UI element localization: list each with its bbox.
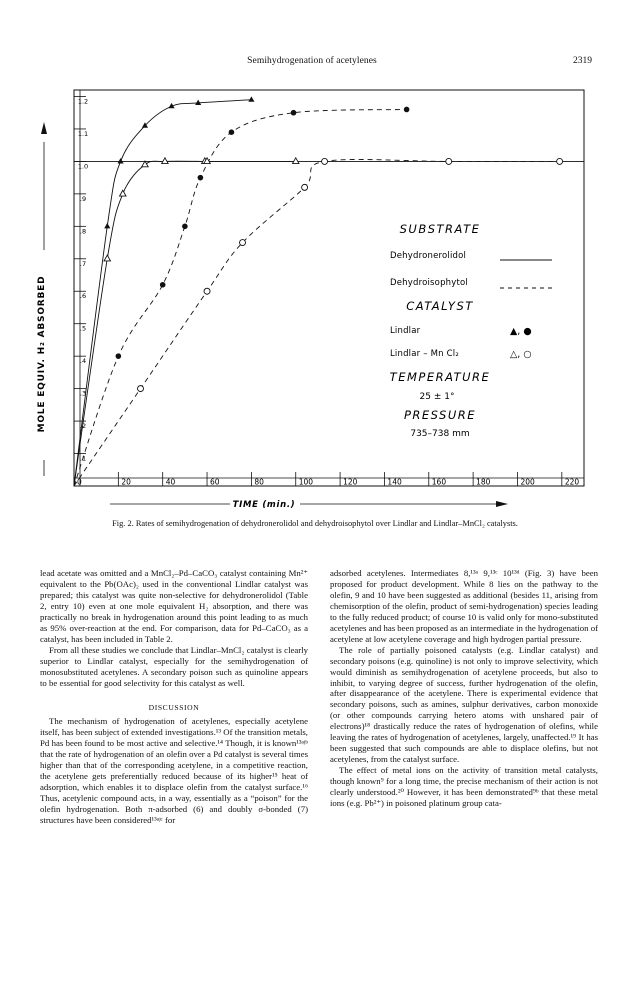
y-axis-label: MOLE EQUIV. H₂ ABSORBED [37, 275, 47, 433]
legend-temperature-heading: TEMPERATURE [389, 370, 491, 384]
legend-pressure-value: 735–738 mm [410, 429, 470, 439]
plot-axes [74, 90, 584, 487]
legend-catalyst-heading: CATALYST [406, 299, 474, 313]
x-tick-label: 40 [165, 477, 176, 487]
plot-curves [74, 100, 560, 486]
legend-substrate-2: Dehydroisophytol [390, 278, 468, 288]
y-tick-label: .7 [79, 259, 87, 268]
x-tick-label: 100 [298, 477, 314, 487]
x-tick-label: 220 [564, 477, 580, 487]
x-tick-label: 80 [254, 477, 264, 487]
data-point-triangle-open [104, 255, 110, 261]
x-tick-label: 160 [431, 477, 447, 487]
x-tick-label: 200 [520, 477, 535, 487]
data-point-circle-filled [116, 353, 122, 359]
data-point-circle-filled [182, 224, 188, 230]
data-point-triangle-filled [118, 158, 124, 163]
data-point-triangle-filled [248, 96, 254, 101]
y-tick-label: .4 [79, 357, 87, 366]
plot-markers [104, 96, 563, 391]
data-point-circle-open [557, 158, 563, 164]
legend-substrate-heading: SUBSTRATE [399, 222, 481, 236]
x-tick-label: 120 [343, 477, 358, 487]
figure-rates-plot [30, 78, 600, 513]
left-column [40, 568, 308, 826]
data-point-triangle-open [162, 158, 168, 164]
x-axis-label: TIME (min.) [232, 500, 296, 510]
right-column [330, 568, 598, 809]
data-point-triangle-filled [104, 223, 110, 228]
plot-frame [74, 90, 584, 486]
data-point-circle-open [138, 386, 144, 392]
data-point-circle-open [204, 288, 210, 294]
x-tick-label: 180 [476, 477, 491, 487]
body-paragraph: The effect of metal ions on the activity of transition metal catalysts, though known⁹ for a long time, the precise mechanism of their action is not clearly understood.²⁰ However, it has been demonstrated⁹ᵇ that these metal ions (e.g. Pb²⁺) in poisoned platinum group cata- [330, 765, 598, 809]
data-point-circle-filled [198, 175, 204, 181]
legend-pressure-heading: PRESSURE [403, 408, 477, 422]
x-tick-label: 60 [210, 477, 220, 487]
legend-catalyst-1: Lindlar [390, 326, 421, 336]
body-paragraph: The mechanism of hydrogenation of acetylenes, especially acetylene itself, has been subject of extended investigations.¹³ Of the transition metals, Pd has been found to be most active and selective.¹⁴ Though, it is known¹³ᵃʲᵇ that the rate of hydrogenation of an olefin over a Pd catalyst is several times higher than that of the corresponding acetylene, in a competitive reaction, the acetylene gets preferentially reduced because of its higher¹⁵ heat of adsorption, which enables it to displace olefin from the catalyst surface.¹⁶ Thus, acetylenic compound acts, in a way, essentially as a “poison” for the olefin hydrogenation. Both π-adsorbed (6) and doubly σ-bonded (7) structures have been considered¹³ᵃʲᶜ for [40, 716, 308, 826]
series-line-2 [74, 161, 296, 486]
series-line-4 [74, 159, 560, 486]
x-tick-label: 140 [387, 477, 402, 487]
x-axis-arrow-icon [496, 501, 508, 507]
legend-substrate-1: Dehydronerolidol [390, 251, 467, 261]
data-point-circle-filled [160, 282, 166, 288]
body-paragraph: lead acetate was omitted and a MnCl₂–Pd–CaCO₃ catalyst containing Mn²⁺ equivalent to the Pb(OAc)₂ used in the conventional Lindlar catalyst was prepared; this catalyst was quite non-selective for dehydronerolidol (Table 2, entry 10) even at one mole equivalent H₂ absorption, and there was practically no break in hydrogenation around this point leading to as much as 95% over-reaction at the end. For comparison, data for Pd–CaCO₃ as a catalyst, has been included in Table 2. [40, 568, 308, 644]
y-tick-label: .2 [79, 422, 87, 431]
series-line-3 [74, 109, 407, 486]
figure-caption: Fig. 2. Rates of semihydrogenation of dehydronerolidol and dehydroisophytol over Lindlar and Lindlar–MnCl₂ catalysts. [112, 519, 518, 528]
y-tick-label: 1.2 [77, 97, 89, 106]
y-axis-arrow-icon [41, 122, 47, 134]
page-number: 2319 [573, 56, 592, 66]
y-tick-label: .9 [79, 194, 87, 203]
running-header [0, 56, 624, 70]
data-point-circle-open [322, 158, 328, 164]
chart-legend [390, 222, 552, 439]
y-tick-label: .8 [79, 227, 87, 236]
legend-temperature-value: 25 ± 1° [419, 392, 455, 402]
series-line-1 [74, 100, 251, 486]
data-point-triangle-open [292, 158, 298, 164]
data-point-circle-open [302, 184, 308, 190]
y-tick-label: .1 [79, 454, 87, 463]
body-paragraph: adsorbed acetylenes. Intermediates 8,¹³ᵃ 9,¹³ᶜ 10¹³ᵈ (Fig. 3) have been proposed for product development. While 8 lies on the pathway to the olefin, 9 and 10 have been suggested as additional (besides 11, arising from chemisorption of the olefin, product of semi-hydrogenation) species leading to the fully reduced product; of course 10 is valid only for mono-substituted acetylenes and has been proposed as an intermediate in the hydrogenation of acetylene at low acetylene coverage and high hydrogen partial pressure. [330, 568, 598, 644]
y-tick-label: .3 [79, 389, 87, 398]
legend-catalyst-2: Lindlar – Mn Cl₂ [390, 349, 459, 359]
x-tick-label: 0 [77, 477, 82, 487]
y-tick-label: .6 [79, 292, 87, 301]
body-paragraph: From all these studies we conclude that Lindlar–MnCl₂ catalyst is clearly superior to Lindlar catalyst, especially for the semihydrogenation of monosubstituted acetylenes. A secondary poison such as quinoline appears to be essential for good selectivity for this catalyst as well. [40, 644, 308, 688]
x-tick-label: 20 [121, 477, 131, 487]
data-point-circle-filled [291, 110, 297, 116]
data-point-circle-filled [404, 107, 410, 113]
data-point-triangle-open [120, 190, 126, 196]
data-point-circle-open [240, 240, 246, 246]
running-title: Semihydrogenation of acetylenes [247, 56, 377, 66]
section-heading: DISCUSSION [148, 703, 200, 713]
y-tick-label: 1.0 [77, 162, 89, 171]
y-tick-label: 1.1 [77, 129, 89, 138]
data-point-triangle-open [142, 161, 148, 167]
data-point-triangle-filled [195, 100, 201, 105]
legend-catalyst-2-symbols: △, ○ [510, 349, 532, 360]
body-paragraph: The role of partially poisoned catalysts (e.g. Lindlar catalyst) and secondary poisons (e.g. quinoline) is not only to improve selectivity, which would diminish as semihydrogenation of acetylene proceeds, but also to inhibit, to varying degree of success, further hydrogenation of the olefin, after disappearance of the acetylene. There is experimental evidence that secondary poisons, such as amines, sulphur derivatives, carbon monoxide (or other compounds carrying hetero atoms with unshared pair of electrons)¹⁸ drastically reduce the rates of hydrogenation of olefins, while leaving the rates of hydrogenation of acetylenes, largely, unaffected.¹⁹ It has been suggested that such compounds are able to displace olefins, but not acetylenes, from the catalyst surface. [330, 644, 598, 765]
y-tick-label: .5 [79, 324, 87, 333]
data-point-circle-open [446, 158, 452, 164]
legend-catalyst-1-symbols: ▲, ● [510, 326, 532, 337]
data-point-circle-filled [229, 129, 235, 135]
